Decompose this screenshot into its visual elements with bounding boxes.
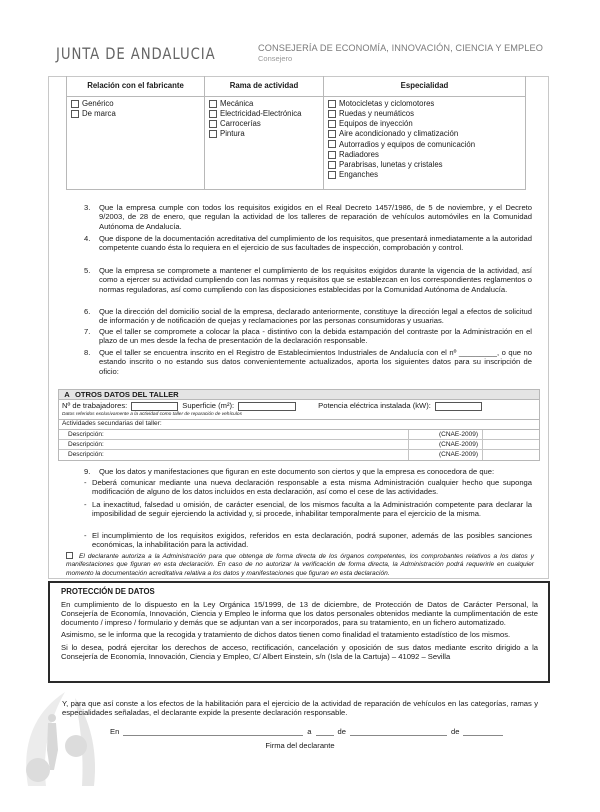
potencia-input[interactable] [435, 402, 482, 411]
junta-logo: JUNTA DE ANDALUCIA [56, 44, 216, 63]
declaration-5: 5. Que la empresa se compromete a mantener el cumplimiento de los requisitos exigidos durante la vigencia de la actividad, así como a ejercer su actividad cumpliendo con las normas y requisitos que se establezcan en los correspondientes reglamentos o normas reguladoras, así como cumpliendo con las disposiciones establecidas por la Comunidad Autónoma de Andalucía. [84, 266, 532, 294]
relacion-cell [67, 96, 205, 189]
checkbox-box[interactable] [328, 120, 336, 128]
section-title: OTROS DATOS DEL TALLER [75, 389, 179, 399]
checkbox-generico[interactable]: Genérico [71, 99, 200, 109]
declaration-6: 6. Que la dirección del domicilio social de la empresa, declarado anteriormente, constituye la dirección legal a efectos de solicitud de información y de notificación de quejas y reclamaciones por las personas consumidoras y usuarias. [84, 307, 532, 326]
declaration-3: 3. Que la empresa cumple con todos los requisitos exigidos en el Real Decreto 1457/1986, de 5 de noviembre, y el Decreto 9/2003, de 28 de enero, que regulan la actividad de los talleres de reparación de vehículos automóviles en la Comunidad Autónoma de Andalucía. [84, 203, 532, 231]
authorization-text: El declarante autoriza a la Administración para que obtenga de forma directa de los órganos competentes, los comprobantes relativos a los datos y manifestaciones que figuran en esta declaración. En caso de no autorizar la verificación de forma directa, la Administración podrá requerirle en cualquier momento la documentación acreditativa relativa a los datos y manifestaciones que figuran en esta declaración. [66, 553, 534, 577]
authorization-checkbox[interactable] [66, 552, 73, 559]
descripcion-field[interactable]: Descripción: [59, 450, 409, 460]
section-letter: A [64, 389, 70, 399]
declaration-9-bullet: - Deberá comunicar mediante una nueva declaración responsable a esta misma Administración cualquier hecho que suponga modificación de alguno de los datos incluidos en esta declaración, así como el cese de las actividades. [84, 478, 532, 497]
checkbox-box[interactable] [328, 130, 336, 138]
place-date-line [110, 727, 507, 736]
checkbox-box[interactable] [328, 100, 336, 108]
checkbox-box[interactable] [71, 110, 79, 118]
declaration-9-bullet: - La inexactitud, falsedad u omisión, de carácter esencial, de los mismos faculta a la Administración competente para declarar la imposibilidad de seguir ejerciendo la actividad y, si procede, inhabilitar temporalmente para el ejercicio de la misma. [84, 500, 532, 519]
header-department-block [258, 43, 543, 63]
declaration-8: 8. Que el taller se encuentra inscrito en el Registro de Establecimientos Industriales de Andalucía con el nº _________, o que no estando inscrito o no estando sus datos convenientemente actualizados, aporta los siguientes datos para su inscripción de oficio: [84, 348, 532, 376]
year-input[interactable] [463, 728, 503, 736]
checkbox-box[interactable] [209, 130, 217, 138]
checkbox-mecanica[interactable]: Mecánica [209, 99, 319, 109]
checkbox-box[interactable] [328, 110, 336, 118]
declaration-4: 4. Que dispone de la documentación acreditativa del cumplimiento de los requisitos, que presentará inmediatamente a la autoridad competente cuando ésta lo requiera en el ejercicio de sus facultades de inspección, comprobación y control. [84, 234, 532, 253]
superficie-label: Superficie (m²): [182, 401, 235, 411]
authorization-consent [66, 552, 534, 578]
cnae-label: (CNAE-2009) [409, 440, 483, 449]
descripcion-field[interactable]: Descripción: [59, 440, 409, 449]
section-a-header [59, 390, 539, 400]
checkbox-box[interactable] [209, 110, 217, 118]
secundaria-row [59, 430, 539, 440]
closing-statement: Y, para que así conste a los efectos de la habilitación para el ejercicio de la actividad de reparación de vehículos en las categorías, ramas y especialidades señaladas, el declarante expide la presente declaración responsable. [62, 699, 538, 718]
checkbox-inyeccion[interactable]: Equipos de inyección [328, 119, 521, 129]
place-input[interactable] [123, 728, 303, 736]
checkbox-box[interactable] [328, 161, 336, 169]
a-label: a [307, 727, 312, 736]
checkbox-radiadores[interactable]: Radiadores [328, 149, 521, 159]
checkbox-box[interactable] [328, 140, 336, 148]
checkbox-box[interactable] [209, 100, 217, 108]
superficie-input[interactable] [238, 402, 296, 411]
data-protection-paragraph: Asimismo, se le informa que la recogida y tratamiento de dichos datos tienen como finalidad el tratamiento estadístico de los mismos. [61, 630, 511, 640]
checkbox-ruedas[interactable]: Ruedas y neumáticos [328, 109, 521, 119]
data-protection-paragraph: Si lo desea, podrá ejercitar los derechos de acceso, rectificación, cancelación y oposición de sus datos mediante escrito dirigido a la Consejería de Economía, Innovación, Ciencia y Empleo, C/ Albert Einstein, s/n (Isla de la Cartuja) – 41092 – Sevilla [61, 642, 538, 661]
trabajadores-label: Nº de trabajadores: [62, 401, 128, 411]
checkbox-box[interactable] [328, 171, 336, 179]
checkbox-aire-acondicionado[interactable]: Aire acondicionado y climatización [328, 129, 521, 139]
declaration-9: 9. Que los datos y manifestaciones que figuran en este documento son ciertos y que la empresa es conocedora de que: [84, 467, 495, 476]
cnae-label: (CNAE-2009) [409, 430, 483, 439]
checkbox-box[interactable] [71, 100, 79, 108]
checkbox-box[interactable] [328, 151, 336, 159]
checkbox-parabrisas[interactable]: Parabrisas, lunetas y cristales [328, 160, 521, 170]
declaration-7: 7. Que el taller se compromete a colocar la placa - distintivo con la debida estampación del contraste por la Administración en el plazo de un mes desde la fecha de presentación de la declaración responsable. [84, 327, 532, 346]
column-header-especialidad: Especialidad [324, 76, 526, 96]
secundarias-label: Actividades secundarias del taller: [59, 420, 539, 430]
secundaria-row [59, 450, 539, 460]
data-protection-box [48, 581, 550, 683]
potencia-label: Potencia eléctrica instalada (kW): [318, 401, 431, 411]
descripcion-field[interactable]: Descripción: [59, 430, 409, 439]
month-input[interactable] [350, 728, 447, 736]
checkbox-box[interactable] [209, 120, 217, 128]
secundarias-table [59, 430, 539, 460]
cnae-label: (CNAE-2009) [409, 450, 483, 460]
section-a-otros-datos [58, 389, 540, 461]
checkbox-enganches[interactable]: Enganches [328, 170, 521, 180]
category-table [66, 76, 526, 190]
data-protection-title: PROTECCIÓN DE DATOS [61, 587, 155, 596]
de-label: de [450, 727, 460, 736]
checkbox-electricidad-electronica[interactable]: Electricidad-Electrónica [209, 109, 319, 119]
especialidad-cell [324, 96, 526, 189]
column-header-rama: Rama de actividad [205, 76, 324, 96]
checkbox-pintura[interactable]: Pintura [209, 129, 319, 139]
secundaria-row [59, 440, 539, 450]
signature-label: Firma del declarante [265, 741, 335, 750]
cnae-input[interactable] [483, 440, 539, 449]
cnae-input[interactable] [483, 450, 539, 460]
checkbox-autorradios[interactable]: Autorradios y equipos de comunicación [328, 139, 521, 149]
data-protection-paragraph: En cumplimiento de lo dispuesto en la Ley Orgánica 15/1999, de 13 de diciembre, de Protección de Datos de Carácter Personal, la Consejería de Economía, Innovación, Ciencia y Empleo le informa que los datos personales obtenidos mediante la cumplimentación de este documento / impreso / formulario y demás que se adjuntan van a ser incorporados, para su tratamiento, en un fichero automatizado. [61, 599, 538, 627]
section-a-note: Datos referidos exclusivamente a la actividad como taller de reparación de vehículos [59, 412, 539, 420]
column-header-relacion: Relación con el fabricante [67, 76, 205, 96]
section-a-fields [59, 400, 539, 412]
de-label: de [337, 727, 346, 736]
checkbox-carrocerias[interactable]: Carrocerías [209, 119, 319, 129]
checkbox-de-marca[interactable]: De marca [71, 109, 200, 119]
cnae-input[interactable] [483, 430, 539, 439]
en-label: En [110, 727, 120, 736]
declaration-9-bullet: - El incumplimiento de los requisitos exigidos, referidos en esta declaración, podrá suponer, además de las posibles sanciones económicas, la inhabilitación para la actividad. [84, 531, 532, 550]
trabajadores-input[interactable] [131, 402, 178, 411]
department-subtitle: Consejero [258, 54, 293, 64]
checkbox-motocicletas[interactable]: Motocicletas y ciclomotores [328, 99, 521, 109]
day-input[interactable] [316, 728, 334, 736]
rama-cell [205, 96, 324, 189]
department-title: CONSEJERÍA DE ECONOMÍA, INNOVACIÓN, CIENCIA Y EMPLEO [258, 43, 543, 53]
